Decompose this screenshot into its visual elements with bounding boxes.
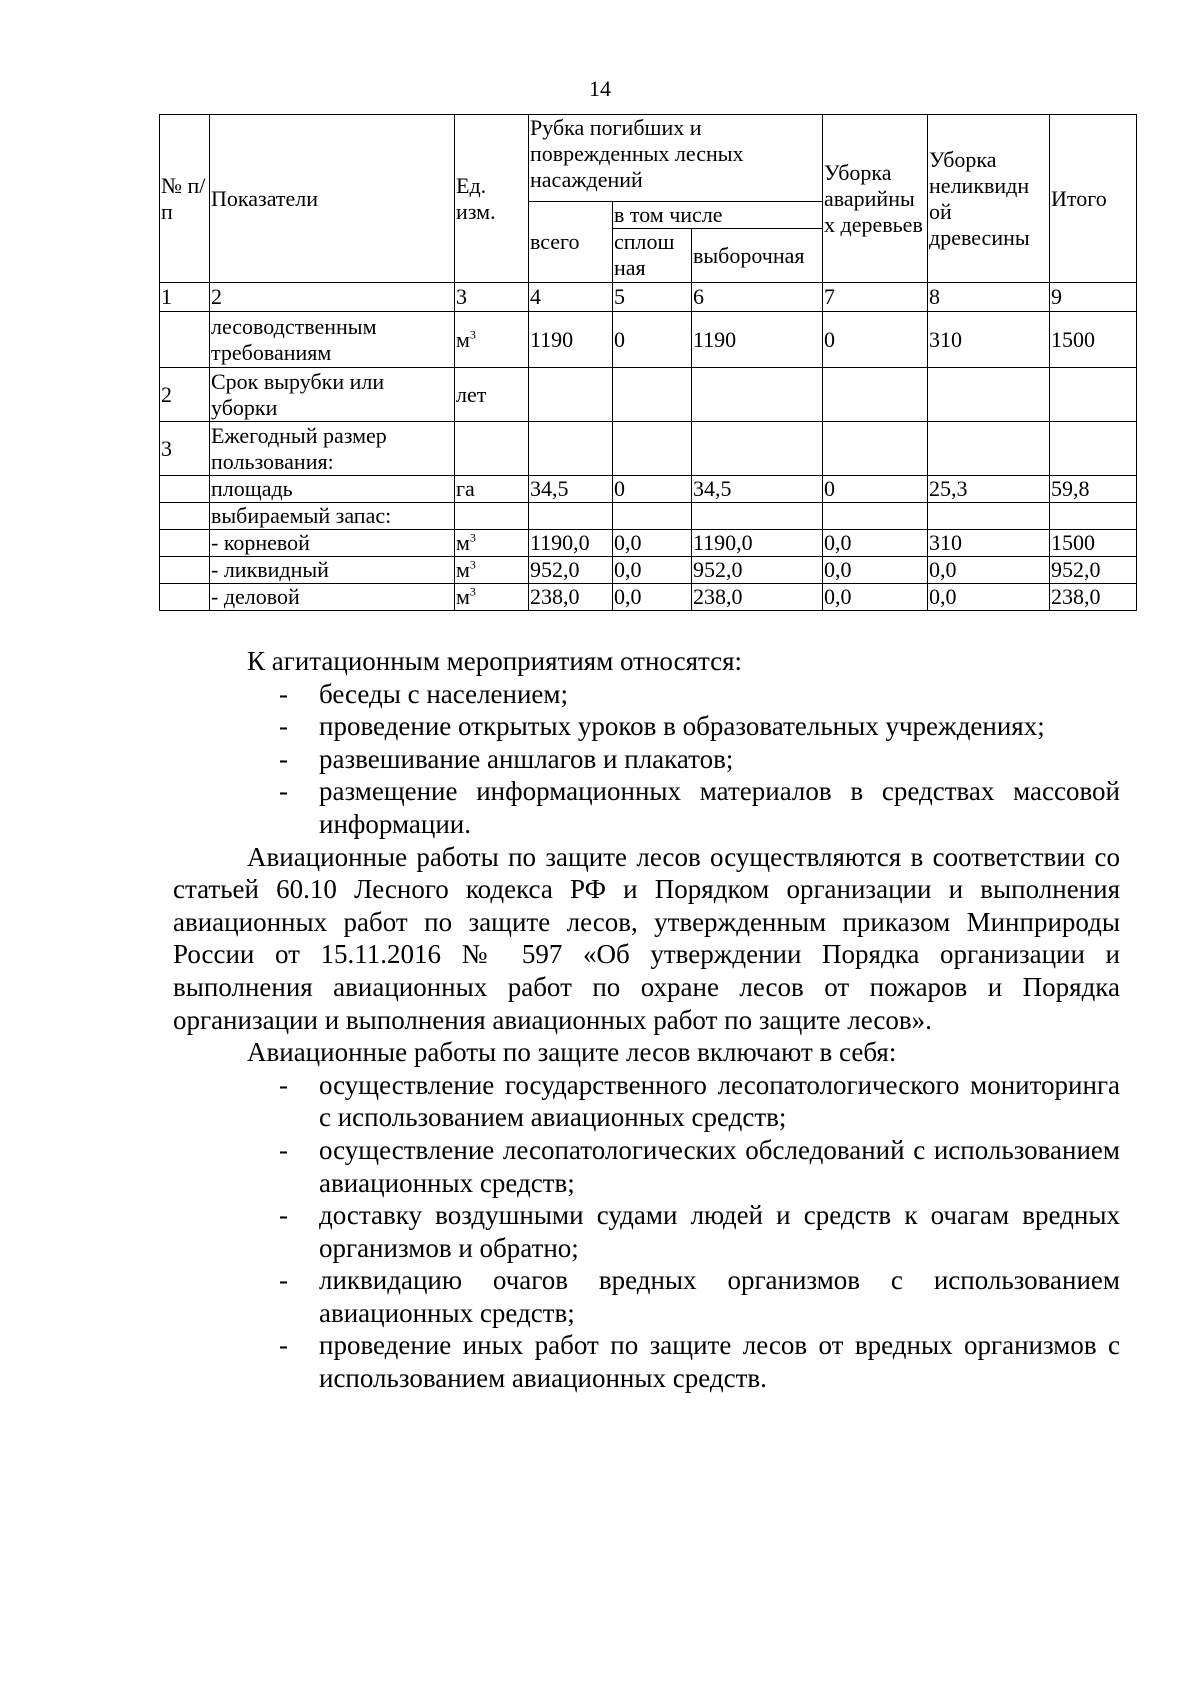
row-value: 0,0 [928,557,1050,584]
column-number: 7 [823,283,928,312]
table-body [160,312,1137,611]
row-value: 0,0 [928,584,1050,611]
table-row [160,368,1137,422]
row-unit [455,557,529,584]
header-selective: выборочная [692,229,823,283]
header-clear: сплош ная [613,229,692,283]
body-text [173,645,1120,1395]
column-number: 2 [210,283,455,312]
agitation-intro: К агитационным мероприятиям относятся: [247,646,743,676]
row-value [692,503,823,530]
row-value [613,368,692,422]
row-value [692,422,823,476]
row-value: 0,0 [823,584,928,611]
aviation-list [173,1069,1120,1395]
list-item: - осуществление государственного лесопатологического мониторинга с использованием авиационных средств; [279,1069,1120,1133]
row-unit [455,530,529,557]
row-value: 34,5 [529,476,613,503]
row-value: 952,0 [692,557,823,584]
unit-superscript: 3 [469,530,476,545]
agitation-list [173,678,1120,841]
unit-superscript: 3 [469,557,476,572]
row-value: 310 [928,312,1050,368]
unit-text: м [456,584,470,609]
column-number: 9 [1050,283,1137,312]
row-value: 0 [823,476,928,503]
row-value: 0,0 [823,530,928,557]
row-value: 1190,0 [692,530,823,557]
row-num [160,584,210,611]
list-item: - осуществление лесопатологических обследований с использованием авиационных средств; [279,1134,1120,1198]
row-value [823,368,928,422]
table-row [160,530,1137,557]
row-value [928,368,1050,422]
row-value [529,503,613,530]
table-row [160,476,1137,503]
aviation-intro: Авиационные работы по защите лесов включают в себя: [247,1037,897,1068]
row-value: 0 [613,312,692,368]
list-item: - беседы с населением; [279,678,568,709]
row-num [160,503,210,530]
column-number: 3 [455,283,529,312]
row-value: 310 [928,530,1050,557]
row-value [928,422,1050,476]
dash: - [279,1265,288,1296]
dash: - [279,711,288,742]
row-indicator: - ликвидный [210,557,455,584]
header-unit: Ед. изм. [455,115,529,283]
forest-use-table [159,114,1137,611]
row-unit [455,584,529,611]
row-value: 238,0 [692,584,823,611]
row-indicator: - корневой [210,530,455,557]
row-value: 238,0 [529,584,613,611]
row-value: 0,0 [613,584,692,611]
row-value: 952,0 [529,557,613,584]
row-value: 238,0 [1050,584,1137,611]
list-item: - размещение информационных материалов в средствах массовой информации. [279,776,1120,839]
row-value: 0,0 [613,557,692,584]
table-row [160,584,1137,611]
column-number: 1 [160,283,210,312]
row-value: 0,0 [613,530,692,557]
row-num: 3 [160,422,210,476]
row-value: 1190 [692,312,823,368]
unit-text: м [456,326,470,352]
column-number: 4 [529,283,613,312]
row-value [613,422,692,476]
row-value [928,503,1050,530]
header-emergency: Уборка аварийны х деревьев [823,115,928,283]
row-indicator: Ежегодный размер пользования: [210,422,455,476]
list-item: - ликвидацию очагов вредных организмов с использованием авиационных средств; [279,1265,1120,1328]
row-num [160,557,210,584]
dash: - [279,1330,288,1361]
header-indicator: Показатели [210,115,455,283]
row-unit [455,503,529,530]
row-value: 952,0 [1050,557,1137,584]
row-indicator: выбираемый запас: [210,503,455,530]
row-num [160,530,210,557]
dash: - [279,743,288,774]
list-item: - проведение иных работ по защите лесов от вредных организмов с использованием авиационных средств. [279,1330,1120,1394]
column-number: 6 [692,283,823,312]
header-num: № п/п [160,115,210,283]
row-value [529,368,613,422]
row-num: 2 [160,368,210,422]
dash: - [279,1069,288,1100]
column-number: 5 [613,283,692,312]
row-value: 1500 [1050,312,1137,368]
row-value [1050,503,1137,530]
page-number: 14 [589,76,611,101]
row-value [1050,422,1137,476]
row-indicator: лесоводственным требованиям [210,312,455,368]
row-indicator: Срок вырубки или уборки [210,368,455,422]
aviation-paragraph: Авиационные работы по защите лесов осуществляются в соответствии со статьей 60.10 Лесного кодекса РФ и Порядком организации и выполнения авиационных работ по защите лесов, утвержденным приказом Минприроды России от 15.11.2016 № 597 «Об утверждении Порядка организации и выполнения авиационных работ по охране лесов от пожаров и Порядка организации и выполнения авиационных работ по защите лесов». [173,841,1120,1035]
row-value [692,368,823,422]
row-value: 34,5 [692,476,823,503]
row-num [160,312,210,368]
column-number: 8 [928,283,1050,312]
table-row [160,503,1137,530]
dash: - [279,1134,288,1165]
row-value [823,422,928,476]
row-indicator: площадь [210,476,455,503]
row-value: 25,3 [928,476,1050,503]
list-item: - доставку воздушными судами людей и средств к очагам вредных организмов и обратно; [279,1200,1120,1263]
row-value: 0 [613,476,692,503]
unit-superscript: 3 [469,327,476,342]
unit-superscript: 3 [469,584,476,599]
column-numbers-row [160,283,1137,312]
list-item: - проведение открытых уроков в образовательных учреждениях; [279,711,1045,742]
row-num [160,476,210,503]
dash: - [279,1200,288,1231]
table-row [160,312,1137,368]
unit-text: м [456,530,470,555]
header-total-felling: всего [529,202,613,283]
dash: - [279,776,288,807]
row-value: 1500 [1050,530,1137,557]
unit-text: м [456,557,470,582]
row-value: 0 [823,312,928,368]
row-unit [455,368,529,422]
row-value [823,503,928,530]
header-total: Итого [1050,115,1137,283]
row-value [613,503,692,530]
row-unit [455,312,529,368]
row-value: 1190 [529,312,613,368]
header-felling: Рубка погибших и поврежденных лесных насаждений [529,115,823,202]
row-value: 59,8 [1050,476,1137,503]
unit-text: га [456,476,475,501]
row-value: 0,0 [823,557,928,584]
table-row [160,422,1137,476]
row-value [1050,368,1137,422]
row-unit [455,476,529,503]
row-value [529,422,613,476]
table-row [160,557,1137,584]
list-item: - развешивание аншлагов и плакатов; [279,743,734,774]
row-indicator: - деловой [210,584,455,611]
header-including: в том числе [613,202,823,229]
header-illiquid: Уборка неликвидн ой древесины [928,115,1050,283]
row-value: 1190,0 [529,530,613,557]
dash: - [279,678,288,709]
row-unit [455,422,529,476]
unit-text: лет [456,381,487,407]
